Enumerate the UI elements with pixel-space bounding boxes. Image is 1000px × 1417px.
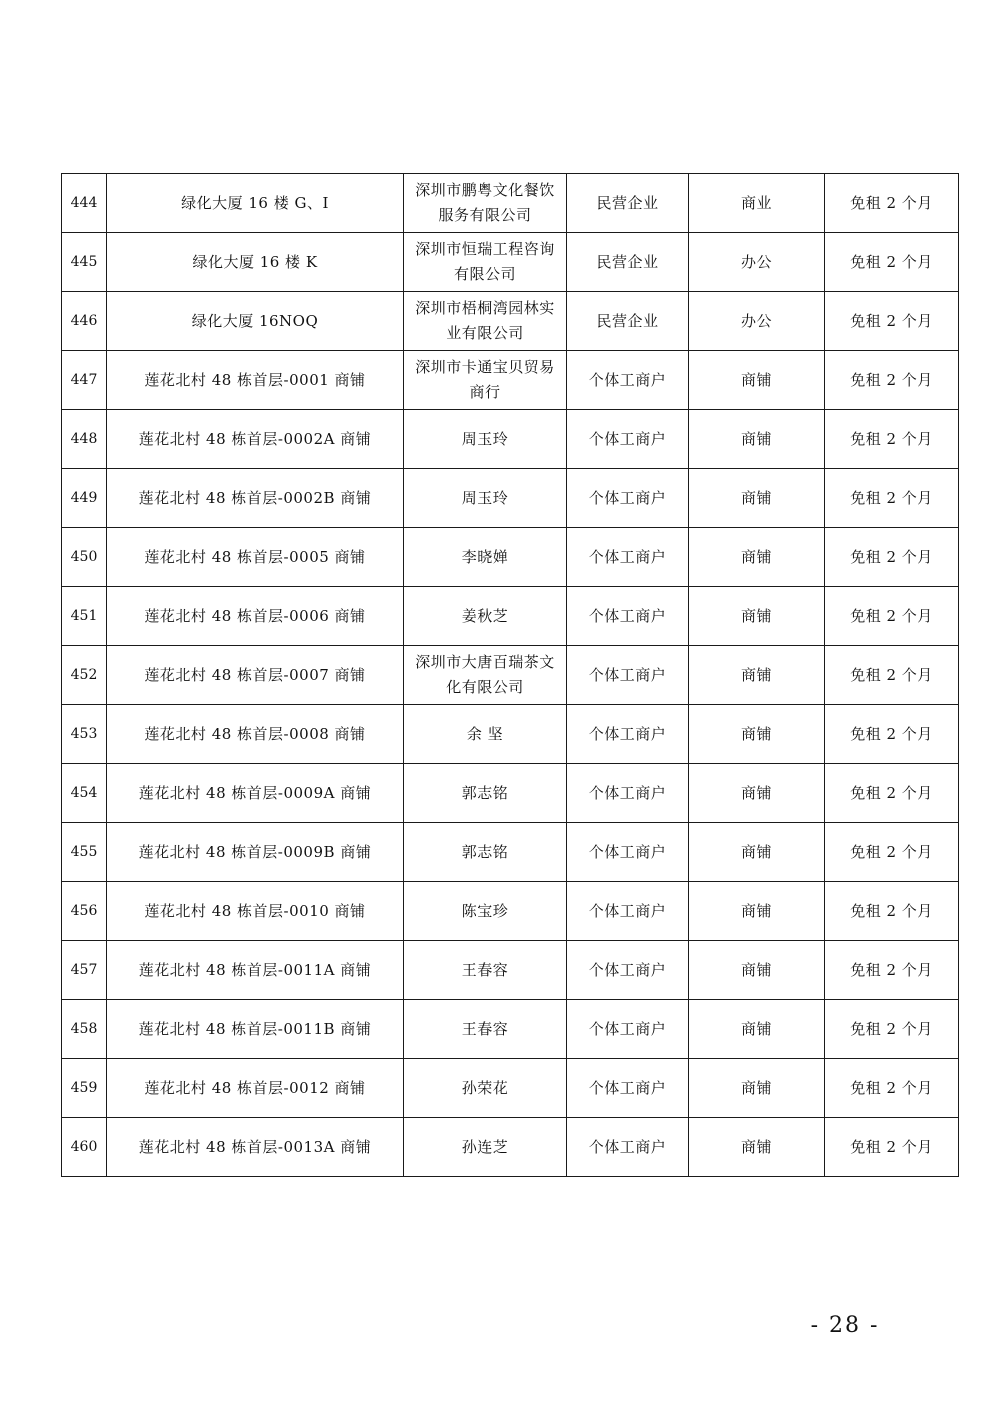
table-row <box>62 1000 959 1059</box>
tenant-type-cell: 个体工商户 <box>567 941 689 1000</box>
property-usage-cell: 商铺 <box>689 941 825 1000</box>
relief-policy-cell: 免租 2 个月 <box>825 882 959 941</box>
table-row <box>62 351 959 410</box>
property-location-cell: 莲花北村 48 栋首层-0005 商铺 <box>107 528 404 587</box>
tenant-name-cell: 深圳市梧桐湾园林实业有限公司 <box>404 292 567 351</box>
relief-policy-cell: 免租 2 个月 <box>825 1059 959 1118</box>
property-usage-cell: 商铺 <box>689 528 825 587</box>
table-row <box>62 1118 959 1177</box>
property-usage-cell: 商铺 <box>689 705 825 764</box>
relief-policy-cell: 免租 2 个月 <box>825 587 959 646</box>
tenant-name-cell: 王春容 <box>404 1000 567 1059</box>
property-location-cell: 莲花北村 48 栋首层-0002B 商铺 <box>107 469 404 528</box>
row-number-cell: 457 <box>62 941 107 1000</box>
row-number-cell: 458 <box>62 1000 107 1059</box>
tenant-type-cell: 民营企业 <box>567 233 689 292</box>
tenant-type-cell: 个体工商户 <box>567 351 689 410</box>
tenant-name-cell: 深圳市恒瑞工程咨询有限公司 <box>404 233 567 292</box>
relief-policy-cell: 免租 2 个月 <box>825 1000 959 1059</box>
relief-policy-cell: 免租 2 个月 <box>825 1118 959 1177</box>
tenant-name-cell: 王春容 <box>404 941 567 1000</box>
property-location-cell: 莲花北村 48 栋首层-0008 商铺 <box>107 705 404 764</box>
relief-policy-cell: 免租 2 个月 <box>825 528 959 587</box>
tenant-name-cell: 郭志铭 <box>404 823 567 882</box>
tenant-name-cell: 周玉玲 <box>404 410 567 469</box>
tenant-name-cell: 深圳市鹏粤文化餐饮服务有限公司 <box>404 174 567 233</box>
row-number-cell: 460 <box>62 1118 107 1177</box>
tenant-name-cell: 深圳市大唐百瑞茶文化有限公司 <box>404 646 567 705</box>
tenant-type-cell: 民营企业 <box>567 174 689 233</box>
table-row <box>62 587 959 646</box>
property-usage-cell: 商铺 <box>689 1059 825 1118</box>
row-number-cell: 445 <box>62 233 107 292</box>
row-number-cell: 459 <box>62 1059 107 1118</box>
row-number-cell: 444 <box>62 174 107 233</box>
property-usage-cell: 商铺 <box>689 646 825 705</box>
tenant-type-cell: 个体工商户 <box>567 469 689 528</box>
property-location-cell: 绿化大厦 16 楼 K <box>107 233 404 292</box>
page-number: - 28 - <box>810 1313 880 1338</box>
tenant-type-cell: 个体工商户 <box>567 646 689 705</box>
tenant-name-cell: 姜秋芝 <box>404 587 567 646</box>
relief-policy-cell: 免租 2 个月 <box>825 646 959 705</box>
property-usage-cell: 商铺 <box>689 469 825 528</box>
property-usage-cell: 商铺 <box>689 882 825 941</box>
table-row <box>62 528 959 587</box>
property-location-cell: 莲花北村 48 栋首层-0010 商铺 <box>107 882 404 941</box>
property-usage-cell: 商铺 <box>689 410 825 469</box>
tenant-type-cell: 个体工商户 <box>567 764 689 823</box>
tenant-type-cell: 个体工商户 <box>567 587 689 646</box>
property-location-cell: 莲花北村 48 栋首层-0007 商铺 <box>107 646 404 705</box>
tenant-type-cell: 个体工商户 <box>567 823 689 882</box>
row-number-cell: 452 <box>62 646 107 705</box>
property-location-cell: 绿化大厦 16NOQ <box>107 292 404 351</box>
property-location-cell: 莲花北村 48 栋首层-0012 商铺 <box>107 1059 404 1118</box>
property-location-cell: 莲花北村 48 栋首层-0009B 商铺 <box>107 823 404 882</box>
row-number-cell: 455 <box>62 823 107 882</box>
relief-policy-cell: 免租 2 个月 <box>825 764 959 823</box>
tenant-type-cell: 个体工商户 <box>567 705 689 764</box>
property-usage-cell: 办公 <box>689 233 825 292</box>
table-body <box>62 174 959 1177</box>
row-number-cell: 446 <box>62 292 107 351</box>
table-row <box>62 646 959 705</box>
relief-policy-cell: 免租 2 个月 <box>825 823 959 882</box>
property-location-cell: 绿化大厦 16 楼 G、I <box>107 174 404 233</box>
relief-policy-cell: 免租 2 个月 <box>825 292 959 351</box>
row-number-cell: 447 <box>62 351 107 410</box>
property-usage-cell: 商铺 <box>689 764 825 823</box>
tenant-name-cell: 深圳市卡通宝贝贸易商行 <box>404 351 567 410</box>
table-row <box>62 410 959 469</box>
property-usage-cell: 商铺 <box>689 1000 825 1059</box>
tenant-type-cell: 个体工商户 <box>567 882 689 941</box>
table-row <box>62 764 959 823</box>
property-usage-cell: 商铺 <box>689 1118 825 1177</box>
relief-policy-cell: 免租 2 个月 <box>825 174 959 233</box>
row-number-cell: 453 <box>62 705 107 764</box>
tenant-name-cell: 孙连芝 <box>404 1118 567 1177</box>
row-number-cell: 448 <box>62 410 107 469</box>
tenant-name-cell: 孙荣花 <box>404 1059 567 1118</box>
table-row <box>62 882 959 941</box>
table-row <box>62 941 959 1000</box>
row-number-cell: 450 <box>62 528 107 587</box>
tenant-name-cell: 陈宝珍 <box>404 882 567 941</box>
relief-policy-cell: 免租 2 个月 <box>825 941 959 1000</box>
table-row <box>62 292 959 351</box>
tenant-type-cell: 民营企业 <box>567 292 689 351</box>
relief-policy-cell: 免租 2 个月 <box>825 469 959 528</box>
tenant-type-cell: 个体工商户 <box>567 528 689 587</box>
property-location-cell: 莲花北村 48 栋首层-0011A 商铺 <box>107 941 404 1000</box>
property-location-cell: 莲花北村 48 栋首层-0011B 商铺 <box>107 1000 404 1059</box>
table-row <box>62 233 959 292</box>
property-usage-cell: 商业 <box>689 174 825 233</box>
relief-policy-cell: 免租 2 个月 <box>825 233 959 292</box>
property-location-cell: 莲花北村 48 栋首层-0013A 商铺 <box>107 1118 404 1177</box>
tenant-type-cell: 个体工商户 <box>567 1059 689 1118</box>
table-row <box>62 705 959 764</box>
table-row <box>62 174 959 233</box>
property-location-cell: 莲花北村 48 栋首层-0001 商铺 <box>107 351 404 410</box>
property-usage-cell: 商铺 <box>689 587 825 646</box>
row-number-cell: 451 <box>62 587 107 646</box>
tenant-name-cell: 周玉玲 <box>404 469 567 528</box>
row-number-cell: 456 <box>62 882 107 941</box>
table-row <box>62 469 959 528</box>
table-row <box>62 1059 959 1118</box>
relief-policy-cell: 免租 2 个月 <box>825 351 959 410</box>
tenant-name-cell: 余 坚 <box>404 705 567 764</box>
table-row <box>62 823 959 882</box>
property-location-cell: 莲花北村 48 栋首层-0002A 商铺 <box>107 410 404 469</box>
tenant-type-cell: 个体工商户 <box>567 1000 689 1059</box>
tenant-type-cell: 个体工商户 <box>567 1118 689 1177</box>
row-number-cell: 449 <box>62 469 107 528</box>
property-location-cell: 莲花北村 48 栋首层-0009A 商铺 <box>107 764 404 823</box>
relief-policy-cell: 免租 2 个月 <box>825 410 959 469</box>
tenant-type-cell: 个体工商户 <box>567 410 689 469</box>
tenant-name-cell: 郭志铭 <box>404 764 567 823</box>
property-location-cell: 莲花北村 48 栋首层-0006 商铺 <box>107 587 404 646</box>
property-usage-cell: 商铺 <box>689 823 825 882</box>
relief-policy-cell: 免租 2 个月 <box>825 705 959 764</box>
tenant-name-cell: 李晓婵 <box>404 528 567 587</box>
property-usage-cell: 办公 <box>689 292 825 351</box>
rent-relief-table <box>61 173 959 1177</box>
row-number-cell: 454 <box>62 764 107 823</box>
property-usage-cell: 商铺 <box>689 351 825 410</box>
